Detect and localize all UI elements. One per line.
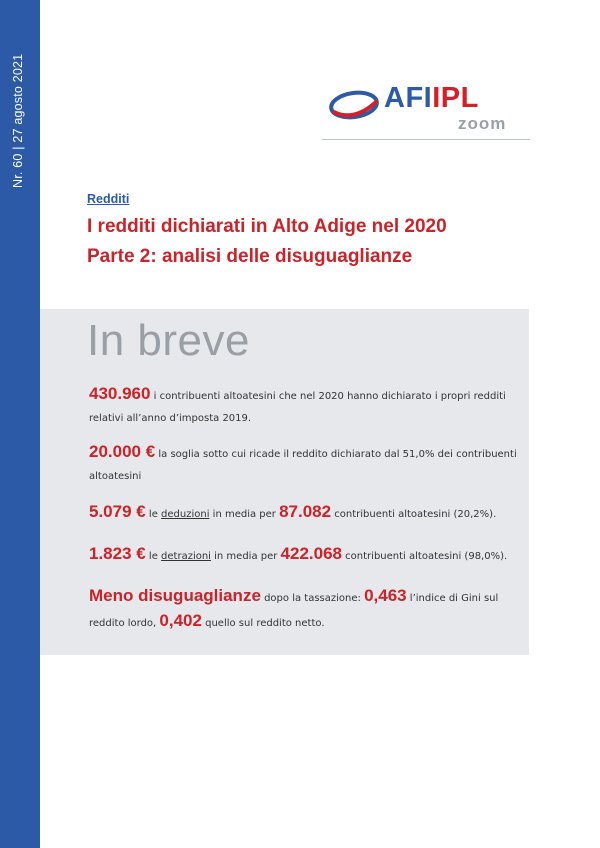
brief-text: le [145, 509, 162, 520]
brief-text: le [145, 551, 162, 562]
logo-afi: AFI [384, 82, 433, 114]
in-brief-heading: In breve [87, 316, 250, 365]
afi-ipl-logo [328, 82, 528, 140]
swoosh-icon [328, 88, 380, 122]
brief-value: 430.960 [89, 384, 151, 403]
brief-value-3: 0,402 [159, 611, 202, 630]
brief-text: dopo la tassazione: [260, 593, 365, 604]
in-brief-panel [40, 309, 529, 655]
brief-value: 1.823 € [89, 544, 146, 563]
brief-value: 5.079 € [89, 502, 146, 521]
logo-ipl: IPL [432, 82, 479, 114]
brief-text: contribuenti altoatesini (98,0%). [342, 551, 508, 562]
brief-value-2: 422.068 [280, 544, 342, 563]
page-title [87, 212, 557, 272]
issue-date-label: Nr. 60 | 27 agosto 2021 [11, 53, 25, 188]
title-line-1: I redditi dichiarati in Alto Adige nel 2020 [87, 216, 447, 237]
brief-value: Meno disuguaglianze [89, 586, 261, 605]
brief-item-taxpayers [89, 383, 521, 430]
brief-item-inequality [89, 585, 521, 635]
title-line-2: Parte 2: analisi delle disuguaglianze [87, 246, 413, 267]
logo-divider [322, 139, 530, 140]
category-link[interactable]: Redditi [87, 192, 130, 206]
logo-zoom: zoom [458, 114, 507, 133]
logo-wordmark [384, 84, 479, 113]
brief-item-detractions [89, 543, 521, 568]
brief-text: contribuenti altoatesini (20,2%). [331, 509, 497, 520]
deduzioni-link[interactable]: deduzioni [161, 509, 210, 520]
side-band [0, 0, 40, 848]
brief-text: quello sul reddito netto. [201, 618, 325, 629]
brief-text: in media per [210, 551, 281, 562]
brief-text: i contribuenti altoatesini che nel 2020 hanno dichiarato i propri redditi relativi all’anno d’imposta 2019. [89, 391, 506, 424]
detrazioni-link[interactable]: detrazioni [161, 551, 211, 562]
brief-value-2: 0,463 [364, 586, 407, 605]
brief-text: in media per [209, 509, 280, 520]
brief-item-threshold [89, 441, 521, 488]
brief-value: 20.000 € [89, 442, 156, 461]
brief-value-2: 87.082 [279, 502, 332, 521]
brief-text: la soglia sotto cui ricade il reddito dichiarato dal 51,0% dei contribuenti altoatesini [89, 449, 517, 482]
brief-item-deductions [89, 501, 521, 526]
brief-text: l’indice di Gini sul reddito lordo, [89, 593, 499, 629]
